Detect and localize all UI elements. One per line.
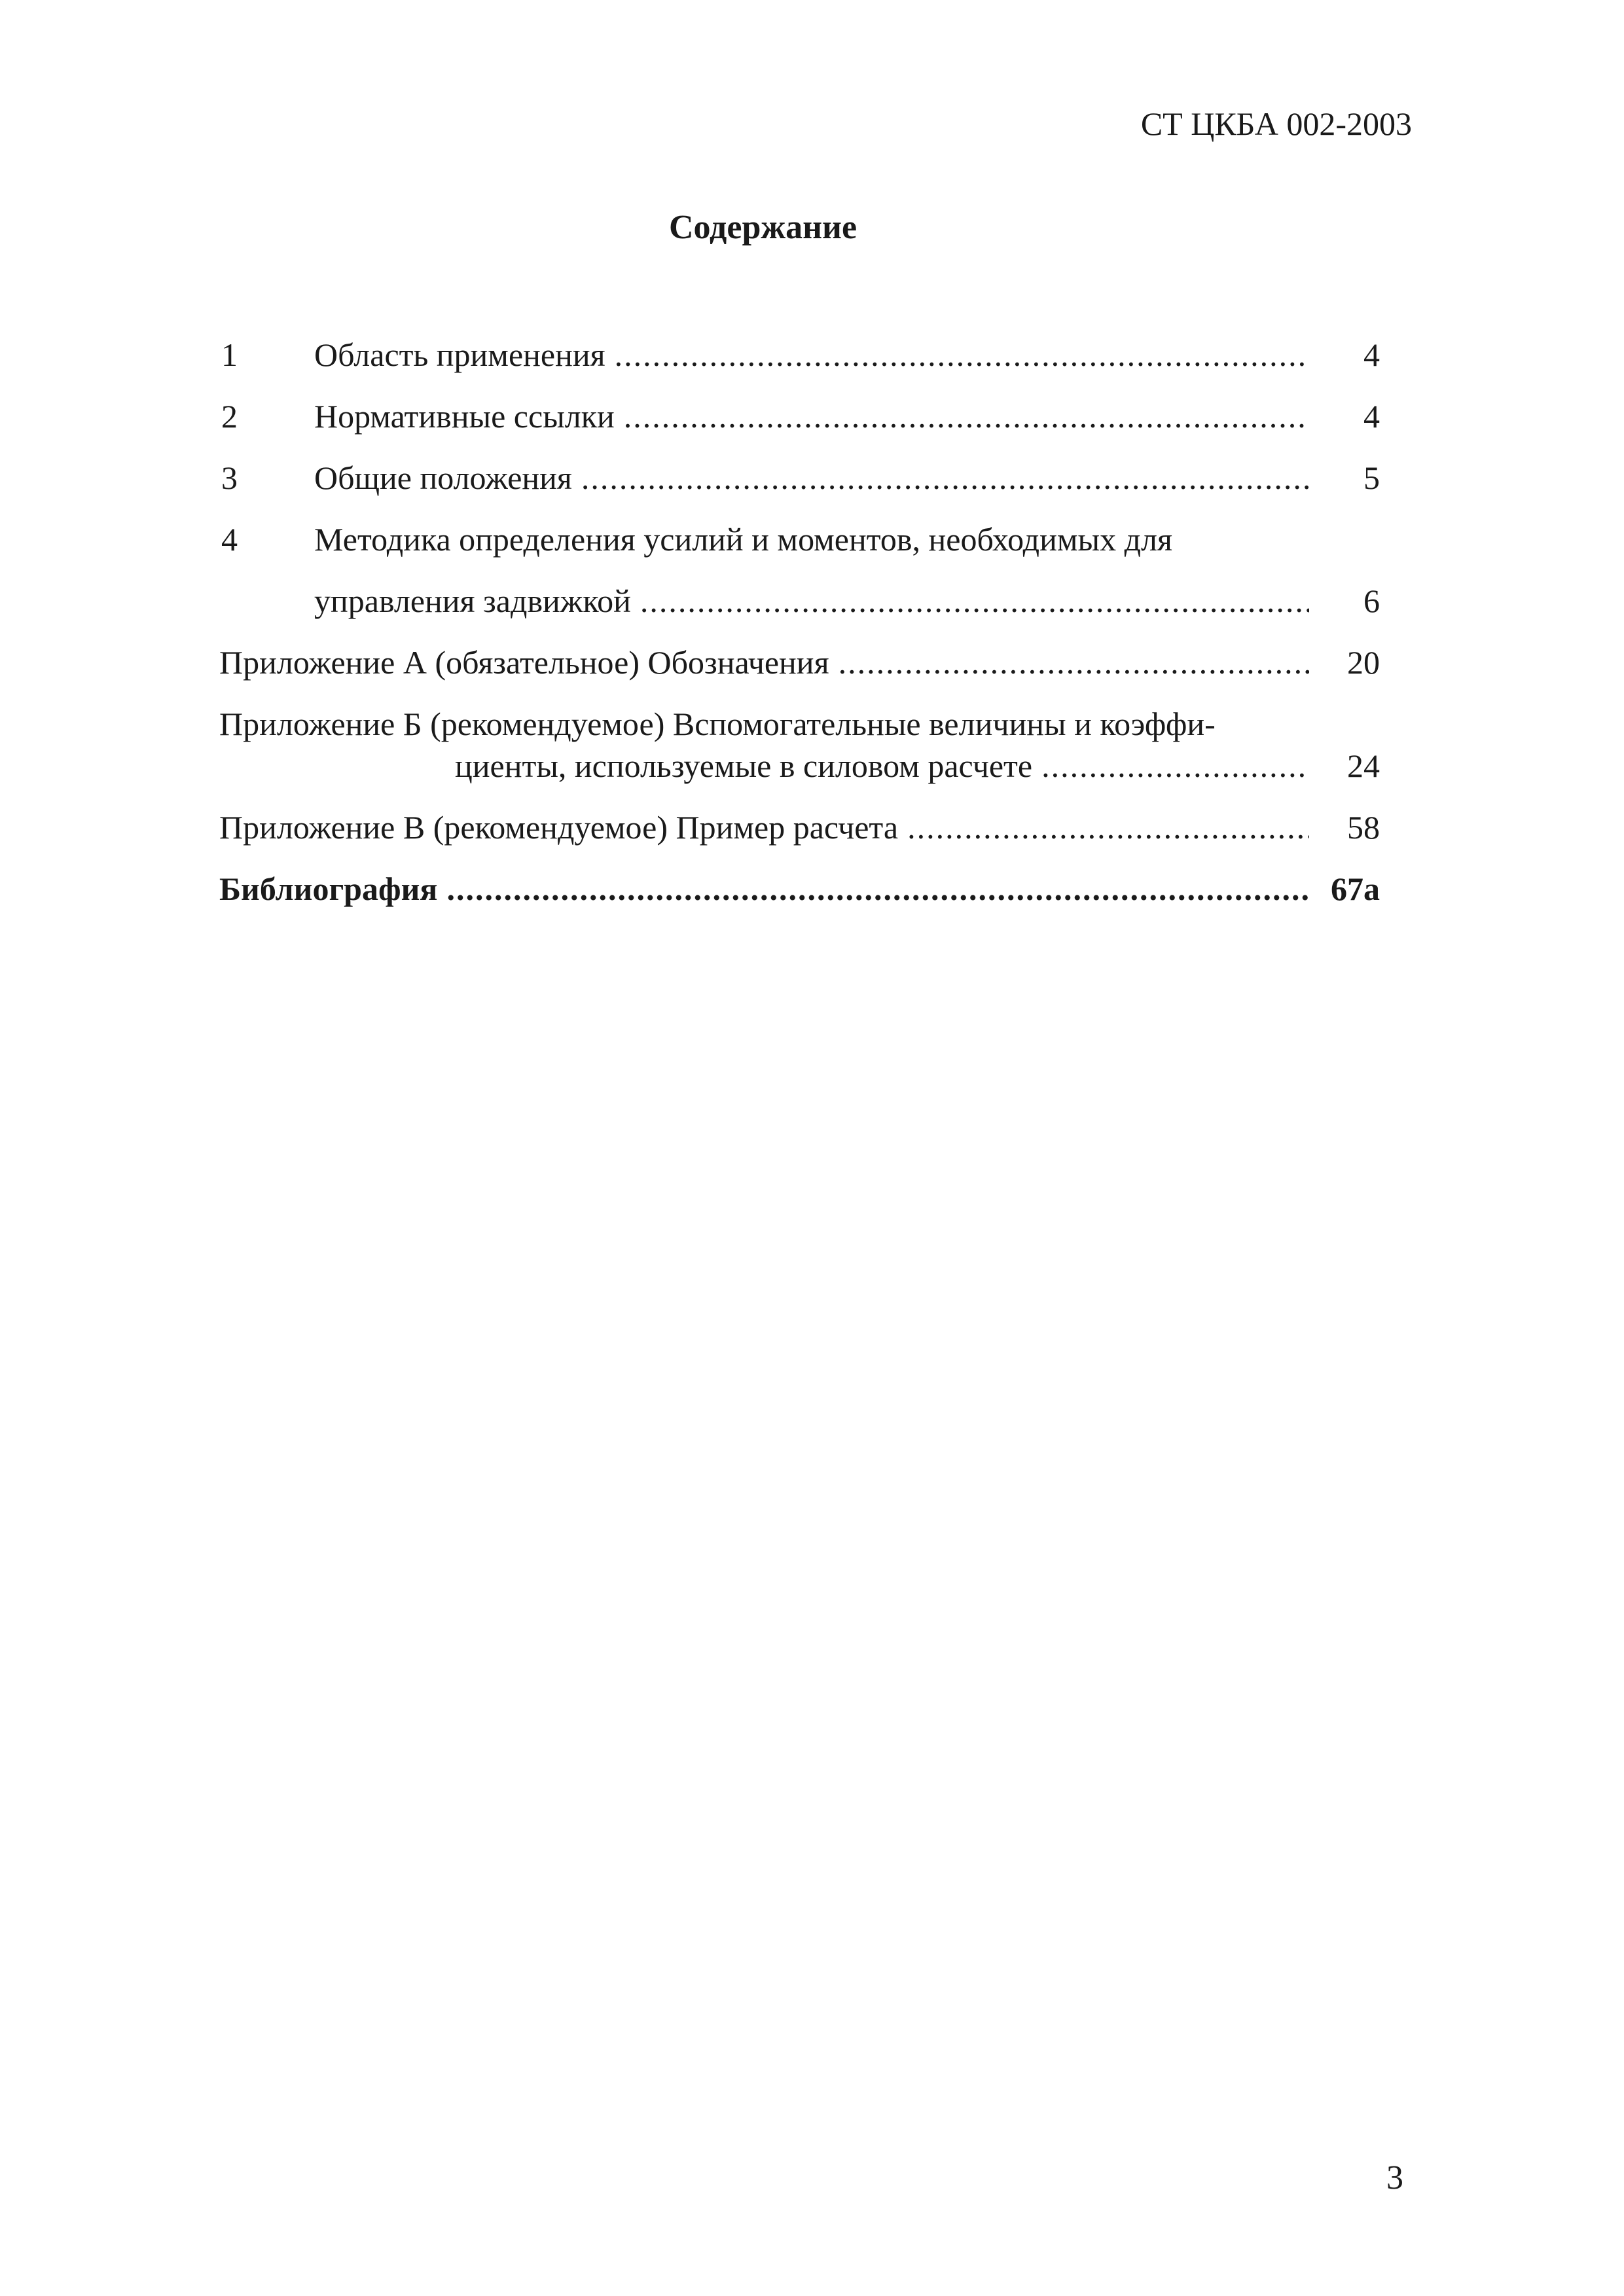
toc-item-page: 58 [1347, 809, 1380, 846]
toc-entry [455, 746, 1316, 785]
toc-entry [219, 643, 1316, 682]
toc-item-label: Приложение А (обязательное) Обозначения [219, 644, 829, 681]
toc-entry [314, 458, 1316, 497]
document-code: СТ ЦКБА 002-2003 [1140, 105, 1412, 142]
toc-item-page: 4 [1363, 398, 1380, 435]
dot-leader [907, 808, 1309, 847]
dot-leader [615, 335, 1309, 374]
toc-item-label: Область применения [314, 336, 605, 373]
toc-item-page: 5 [1363, 459, 1380, 496]
page-title: Содержание [669, 209, 857, 246]
toc-item-number: 1 [221, 336, 238, 373]
toc-item-label: Приложение В (рекомендуемое) Пример расчета [219, 809, 899, 846]
dot-leader [839, 643, 1309, 682]
toc-item-page: 67а [1331, 870, 1380, 907]
dot-leader [1041, 746, 1309, 785]
dot-leader [624, 397, 1309, 436]
toc-item-label: управления задвижкой [314, 583, 631, 619]
toc-item-label: циенты, используемые в силовом расчете [455, 747, 1033, 784]
toc-entry [219, 869, 1316, 908]
toc-entry [314, 335, 1316, 374]
toc-entry [314, 581, 1316, 620]
toc-item-label: Общие положения [314, 459, 572, 496]
page-number: 3 [1386, 2159, 1403, 2197]
dot-leader [640, 581, 1309, 620]
toc-item-label: Нормативные ссылки [314, 398, 615, 435]
toc-item-page: 20 [1347, 644, 1380, 681]
dot-leader [581, 458, 1309, 497]
toc-item-page: 6 [1363, 583, 1380, 619]
toc-item-label: Библиография [219, 870, 438, 907]
dot-leader [446, 869, 1309, 908]
toc-entry [314, 397, 1316, 436]
toc-item-page: 4 [1363, 336, 1380, 373]
toc-item-label-line1: Приложение Б (рекомендуемое) Вспомогательные величины и коэффи- [219, 706, 1216, 742]
toc-item-page: 24 [1347, 747, 1380, 784]
toc-item-number: 3 [221, 459, 238, 496]
toc-entry [219, 808, 1316, 847]
toc-item-label-line1: Методика определения усилий и моментов, необходимых для [314, 521, 1172, 558]
toc-item-number: 4 [221, 521, 238, 558]
toc-item-number: 2 [221, 398, 238, 435]
